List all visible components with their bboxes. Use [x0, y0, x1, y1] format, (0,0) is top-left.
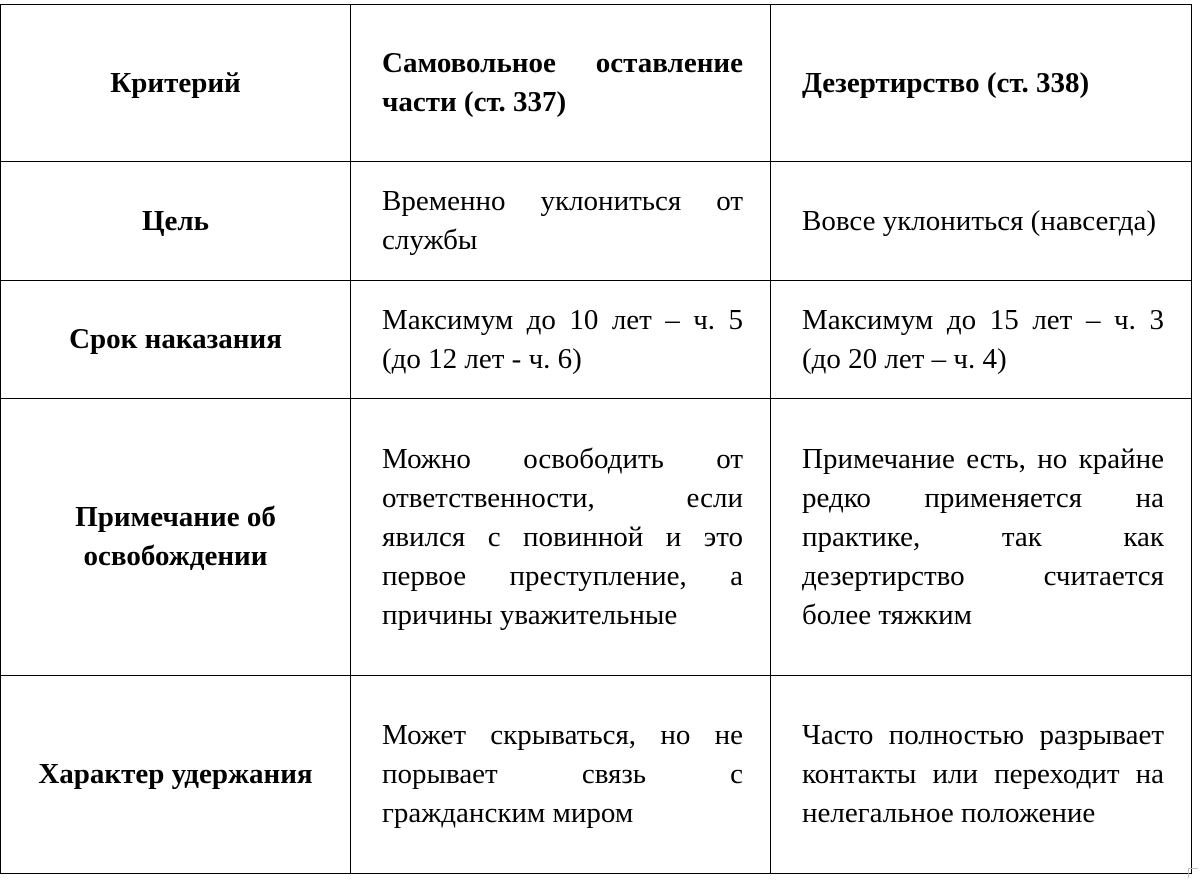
- comparison-table: [0, 4, 1192, 874]
- header-col-article-337: Самовольное оставление части (ст. 337): [351, 5, 771, 162]
- header-criterion: Критерий: [1, 5, 351, 162]
- cropped-text-fragment: [0, 0, 300, 2]
- table-row: [1, 676, 1192, 874]
- row-cell-338: Часто полностью разрывает контакты или переходит на нелегальное положение: [771, 676, 1192, 874]
- row-cell-337: Может скрываться, но не порывает связь с гражданским миром: [351, 676, 771, 874]
- page-corner-mark: [1188, 868, 1198, 878]
- table-row: [1, 162, 1192, 281]
- row-cell-337: Временно уклониться от службы: [351, 162, 771, 281]
- header-col-article-338: Дезертирство (ст. 338): [771, 5, 1192, 162]
- table-row: [1, 399, 1192, 676]
- row-criterion: Характер удержания: [1, 676, 351, 874]
- row-cell-337: Можно освободить от ответственности, если явился с повинной и это первое преступление, а причины уважительные: [351, 399, 771, 676]
- table-header-row: [1, 5, 1192, 162]
- row-cell-338: Вовсе уклониться (навсегда): [771, 162, 1192, 281]
- row-criterion: Срок наказания: [1, 281, 351, 399]
- row-cell-338: Максимум до 15 лет – ч. 3 (до 20 лет – ч. 4): [771, 281, 1192, 399]
- row-criterion: Примечание об освобождении: [1, 399, 351, 676]
- row-cell-337: Максимум до 10 лет – ч. 5 (до 12 лет - ч. 6): [351, 281, 771, 399]
- table-row: [1, 281, 1192, 399]
- row-criterion: Цель: [1, 162, 351, 281]
- row-cell-338: Примечание есть, но крайне редко применяется на практике, так как дезертирство считается более тяжким: [771, 399, 1192, 676]
